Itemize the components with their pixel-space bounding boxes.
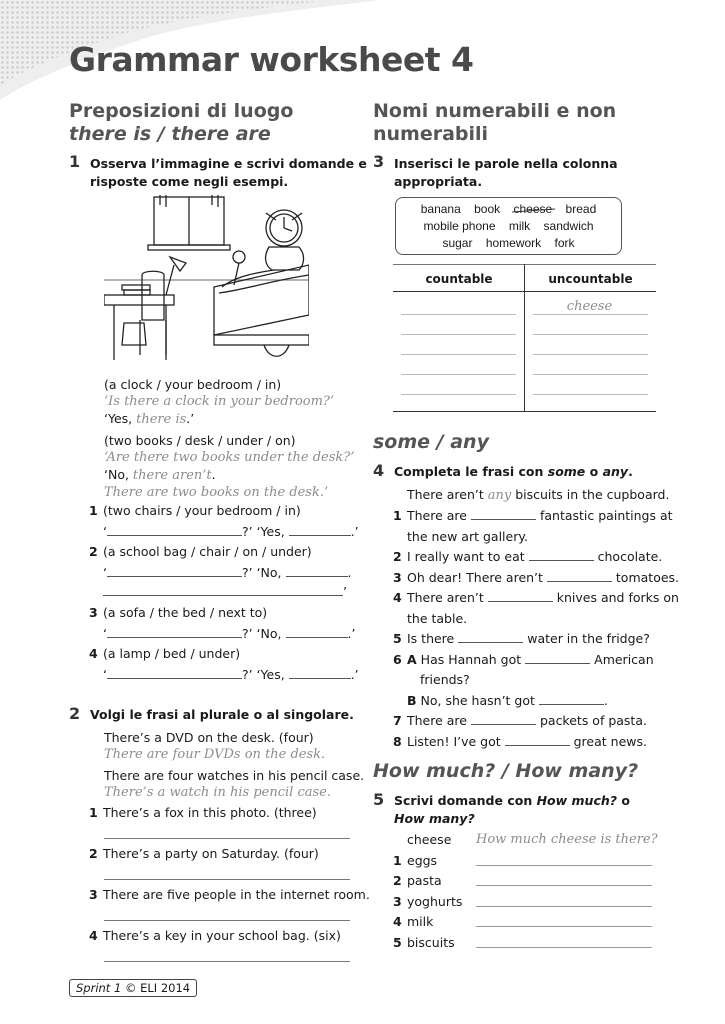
example-answer-handwritten: There are four DVDs on the desk.: [104, 747, 326, 762]
exercise-1-instruction: [90, 155, 367, 191]
exercise-4-items: [393, 507, 679, 753]
list-item: 7 There are packets of pasta.: [393, 713, 647, 728]
list-item: 4 There aren’t knives and forks on: [393, 590, 679, 605]
answer-line[interactable]: [401, 314, 516, 315]
exercise-number: 2: [69, 704, 81, 723]
answer-blank[interactable]: [286, 625, 348, 638]
answer-line[interactable]: [401, 334, 516, 335]
word-row: [396, 201, 621, 218]
section-countable-heading: [373, 100, 616, 146]
answer-line[interactable]: [401, 374, 516, 375]
answer-blank[interactable]: [107, 564, 242, 577]
word: bread: [565, 202, 597, 216]
column-header-uncountable: uncountable: [548, 272, 633, 286]
column-header-countable: countable: [425, 272, 493, 286]
list-item-continuation: the new art gallery.: [407, 528, 528, 544]
example-prompt: (a clock / your bedroom / in): [104, 377, 282, 392]
list-item-continuation: friends?: [420, 672, 470, 687]
example-answer-handwritten: ‘Is there a clock in your bedroom?’: [104, 394, 335, 409]
exercise-2-instruction: Volgi le frasi al plurale o al singolare.: [90, 707, 354, 722]
worksheet-title: Grammar worksheet 4: [69, 40, 474, 79]
answer-line[interactable]: [533, 394, 648, 395]
answer-blank[interactable]: [107, 523, 242, 536]
word-box: [395, 197, 622, 255]
answer-line[interactable]: [476, 926, 652, 927]
list-item: B No, she hasn’t got .: [407, 692, 608, 708]
answer-blank[interactable]: [529, 548, 594, 561]
instruction-line: Osserva l’immagine e scrivi domande e: [90, 156, 367, 171]
table-bottom-rule: [393, 411, 656, 412]
example-answer: ‘Yes, there is.’: [104, 411, 195, 427]
exercise-number: 4: [373, 461, 385, 480]
exercise-1-item: 3 (a sofa / the bed / next to) ‘ ?’ ‘No, .’: [89, 605, 356, 641]
exercise-5-item: 3 yoghurts: [393, 894, 463, 909]
exercise-2-item: 2 There’s a party on Saturday. (four): [89, 846, 319, 861]
table-column-divider: [524, 264, 525, 412]
example-prompt: (two books / desk / under / on): [104, 433, 296, 448]
answer-line[interactable]: [104, 838, 350, 839]
bedroom-illustration: [104, 195, 309, 370]
word: mobile phone: [423, 219, 496, 233]
answer-line[interactable]: [401, 354, 516, 355]
answer-blank[interactable]: [471, 712, 536, 725]
section-heading-line1: Preposizioni di luogo: [69, 100, 294, 122]
example-sentence: There are four watches in his pencil case.: [104, 768, 365, 783]
word: milk: [508, 219, 531, 233]
exercise-5-instruction: Scrivi domande con How much? o How many?: [394, 793, 630, 826]
exercise-5-item: 2 pasta: [393, 873, 442, 888]
answer-blank[interactable]: [103, 583, 343, 596]
exercise-4-instruction: Completa le frasi con some o any.: [394, 464, 633, 479]
exercise-number: 1: [69, 152, 81, 171]
exercise-5-item: 4 milk: [393, 914, 434, 929]
answer-blank[interactable]: [525, 651, 590, 664]
exercise-5-example-handwritten: How much cheese is there?: [476, 832, 658, 847]
instruction-line: Inserisci le parole nella colonna: [394, 156, 618, 171]
answer-blank[interactable]: [547, 569, 612, 582]
example-answer-handwritten: ‘Are there two books under the desk?’: [104, 450, 355, 465]
answer-line[interactable]: [476, 885, 652, 886]
exercise-2-item: 1 There’s a fox in this photo. (three): [89, 805, 317, 820]
instruction-line: risposte come negli esempi.: [90, 174, 289, 189]
answer-line[interactable]: [476, 947, 652, 948]
instruction-line: appropriata.: [394, 174, 483, 189]
exercise-1-examples: [104, 376, 354, 501]
example-answer: ‘No, there aren’t.: [104, 467, 216, 483]
word: sandwich: [543, 219, 594, 233]
countable-table: [393, 264, 656, 412]
answer-line[interactable]: [104, 961, 350, 962]
answer-line[interactable]: [533, 334, 648, 335]
list-item: 5 Is there water in the fridge?: [393, 631, 650, 646]
uncountable-example-handwritten: cheese: [566, 299, 613, 314]
exercise-number: 3: [373, 152, 385, 171]
word-row: [396, 235, 621, 252]
answer-line[interactable]: [533, 354, 648, 355]
exercise-2-examples: [104, 729, 364, 801]
section-how-much-heading: How much? / How many?: [373, 760, 639, 782]
word: book: [474, 202, 501, 216]
word-row: [396, 218, 621, 235]
exercise-5-item: 1 eggs: [393, 853, 438, 868]
answer-blank[interactable]: [107, 666, 242, 679]
answer-line[interactable]: [476, 865, 652, 866]
answer-line[interactable]: [533, 374, 648, 375]
section-heading-line2: there is / there are: [69, 123, 271, 145]
exercise-1-item: 1 (two chairs / your bedroom / in) ‘ ?’ ‘Yes, .’: [89, 503, 359, 539]
list-item: 8 Listen! I’ve got great news.: [393, 733, 647, 749]
section-heading-line2: numerabili: [373, 123, 489, 145]
answer-blank[interactable]: [458, 630, 523, 643]
list-item: 1 There are fantastic paintings at: [393, 508, 673, 523]
answer-blank[interactable]: [289, 666, 351, 679]
word: sugar: [442, 236, 473, 250]
answer-blank[interactable]: [488, 589, 553, 602]
footer-credit: Sprint 1 © ELI 2014: [69, 979, 197, 997]
answer-blank[interactable]: [289, 523, 351, 536]
answer-blank[interactable]: [505, 733, 570, 746]
list-item: 6 A Has Hannah got American: [393, 651, 654, 667]
answer-line[interactable]: [104, 879, 350, 880]
section-heading-line1: Nomi numerabili e non: [373, 100, 617, 122]
example-answer-handwritten: There are two books on the desk.’: [104, 485, 329, 500]
exercise-5-item: 5 biscuits: [393, 935, 455, 950]
exercise-4-example: There aren’t any biscuits in the cupboard.: [407, 487, 670, 503]
word: homework: [485, 236, 542, 250]
example-sentence: There’s a DVD on the desk. (four): [104, 730, 314, 745]
answer-blank[interactable]: [471, 507, 536, 520]
answer-blank[interactable]: [539, 692, 604, 705]
list-item: 2 I really want to eat chocolate.: [393, 549, 663, 564]
list-item: 3 Oh dear! There aren’t tomatoes.: [393, 569, 680, 585]
exercise-1-item: 2 (a school bag / chair / on / under) ‘ ?’ ‘No, . ’: [89, 544, 352, 599]
answer-line[interactable]: [476, 906, 652, 907]
section-prepositions-heading: [69, 100, 293, 146]
list-item-continuation: the table.: [407, 610, 468, 626]
exercise-2-item: 4 There’s a key in your school bag. (six): [89, 928, 341, 943]
exercise-2-item: 3 There are five people in the internet room.: [89, 887, 370, 902]
exercise-number: 5: [373, 790, 385, 809]
section-some-any-heading: some / any: [373, 431, 489, 453]
answer-blank[interactable]: [107, 625, 242, 638]
answer-line[interactable]: [401, 394, 516, 395]
word: banana: [420, 202, 461, 216]
exercise-3-instruction: [394, 155, 618, 191]
exercise-1-item: 4 (a lamp / bed / under) ‘ ?’ ‘Yes, .’: [89, 646, 359, 682]
answer-line[interactable]: [533, 314, 648, 315]
answer-line[interactable]: [104, 920, 350, 921]
exercise-5-example-word: cheese: [407, 832, 452, 847]
answer-blank[interactable]: [286, 564, 348, 577]
example-answer-handwritten: There’s a watch in his pencil case.: [104, 785, 331, 800]
word: fork: [554, 236, 575, 250]
word-crossed-out: cheese: [513, 202, 553, 216]
